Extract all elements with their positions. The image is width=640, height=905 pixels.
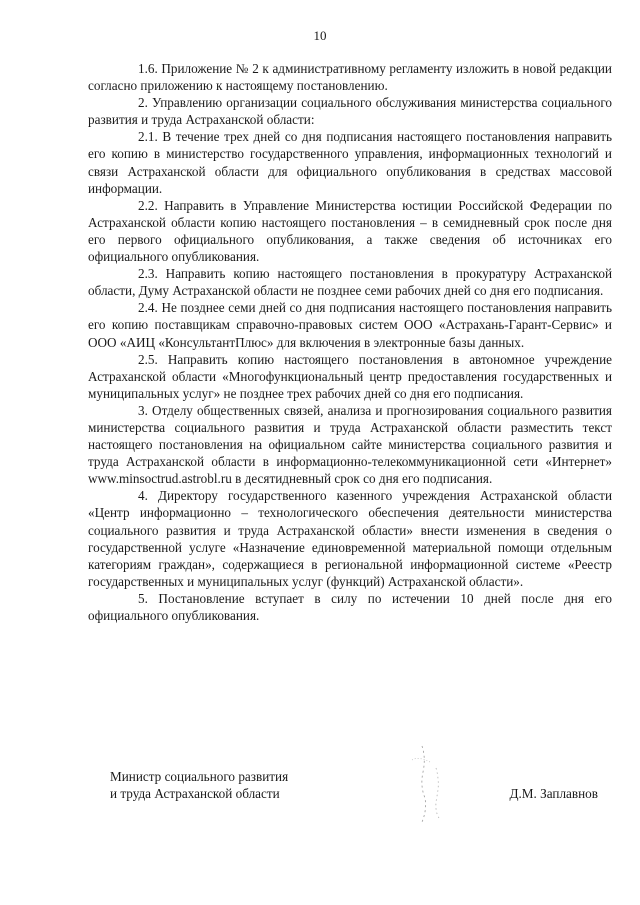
paragraph-3: 3. Отделу общественных связей, анализа и прогнозирования социального развития министерства социального развития и труда Астраханской области разместить текст настоящего постановления на официальном сайте министерства социального развития и труда Астраханской области в информационно-телекоммуникационной сети «Интернет» www.minsoctrud.astrobl.ru в десятидневный срок со дня его подписания. [88, 402, 612, 487]
paragraph-2-2: 2.2. Направить в Управление Министерства юстиции Российской Федерации по Астраханской области копию настоящего постановления – в семидневный срок после дня его первого официального опубликования, а также сведения об источниках его официального опубликования. [88, 197, 612, 265]
paragraph-2: 2. Управлению организации социального обслуживания министерства социального развития и труда Астраханской области: [88, 95, 612, 128]
signatory-title-line-2: и труда Астраханской области [110, 786, 280, 802]
document-body [88, 60, 612, 624]
signatory-name: Д.М. Заплавнов [509, 786, 598, 801]
page-number: 10 [313, 28, 327, 43]
signatory-title-line-1: Министр социального развития [110, 769, 289, 784]
paragraph-1-6: 1.6. Приложение № 2 к административному регламенту изложить в новой редакции согласно приложению к настоящему постановлению. [88, 61, 612, 94]
paragraph-5: 5. Постановление вступает в силу по истечении 10 дней после дня его официального опубликования. [88, 590, 612, 623]
paragraph-2-3: 2.3. Направить копию настоящего постановления в прокуратуру Астраханской области, Думу Астраханской области не позднее семи рабочих дней со дня его подписания. [88, 266, 612, 299]
signature-block [110, 768, 610, 802]
paragraph-4: 4. Директору государственного казенного учреждения Астраханской области «Центр информационно – технологического обеспечения деятельности министерства социального развития и труда Астраханской области» внести изменения в сведения о государственной услуге «Назначение единовременной материальной помощи отдельным категориям граждан», содержащиеся в региональной информационной системе «Реестр государственных и муниципальных услуг (функций) Астраханской области». [88, 488, 612, 589]
paragraph-2-1: 2.1. В течение трех дней со дня подписания настоящего постановления направить его копию в министерство государственного управления, информационных технологий и связи Астраханской области для официального опубликования в средствах массовой информации. [88, 129, 612, 196]
paragraph-2-5: 2.5. Направить копию настоящего постановления в автономное учреждение Астраханской области «Многофункциональный центр предоставления государственных и муниципальных услуг» не позднее трех рабочих дней со дня его подписания. [88, 351, 612, 401]
paragraph-2-4: 2.4. Не позднее семи дней со дня подписания настоящего постановления направить его копию поставщикам справочно-правовых систем ООО «Астрахань-Гарант-Сервис» и ООО «АИЦ «КонсультантПлюс» для включения в электронные базы данных. [88, 300, 612, 350]
